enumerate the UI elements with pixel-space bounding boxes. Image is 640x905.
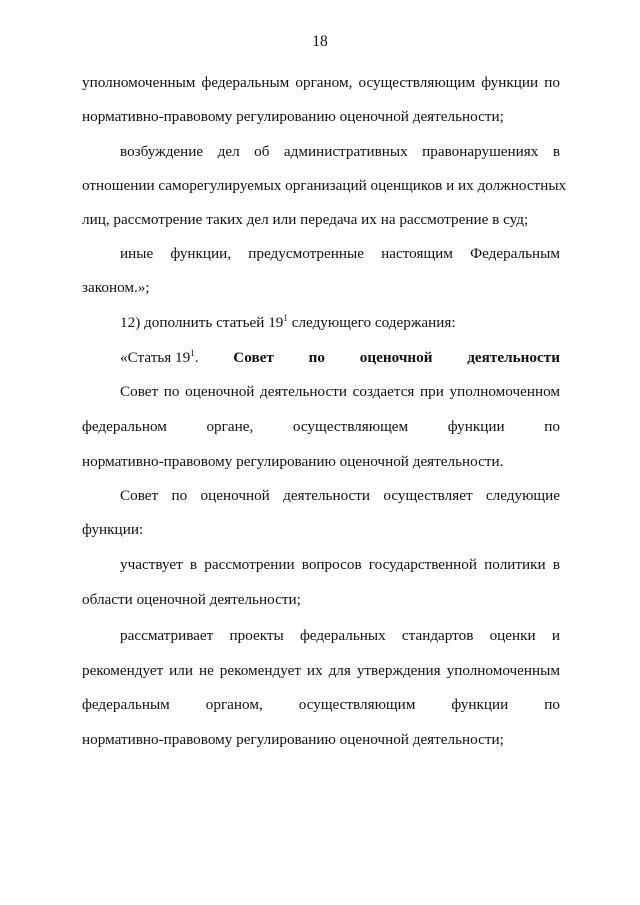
list-item-text-end: следующего содержания: bbox=[287, 314, 456, 331]
text-line: Совет по оценочной деятельности создается при уполномоченном bbox=[120, 383, 560, 400]
superscript: 1 bbox=[190, 348, 195, 358]
list-item-12 bbox=[120, 313, 560, 333]
text-line: отношении саморегулируемых организаций оценщиков и их должностных bbox=[82, 177, 567, 194]
text-line: законом.»; bbox=[82, 279, 150, 296]
article-title-word: Совет bbox=[233, 349, 274, 366]
article-label: «Статья 19 bbox=[120, 349, 191, 366]
text-line: нормативно-правовому регулированию оценочной деятельности; bbox=[82, 108, 504, 125]
page-number: 18 bbox=[312, 33, 328, 50]
text-line: участвует в рассмотрении вопросов государственной политики в bbox=[120, 556, 560, 573]
text-line: федеральном органе, осуществляющем функции по bbox=[82, 418, 560, 435]
text-line: рекомендует или не рекомендует их для утверждения уполномоченным bbox=[82, 662, 560, 679]
text-line: нормативно-правовому регулированию оценочной деятельности; bbox=[82, 731, 504, 748]
text-line: области оценочной деятельности; bbox=[82, 591, 301, 608]
text-line: лиц, рассмотрение таких дел или передача их на рассмотрение в суд; bbox=[82, 211, 529, 228]
article-title-word: оценочной bbox=[359, 349, 433, 366]
article-number bbox=[120, 348, 199, 368]
text-line: функции: bbox=[82, 521, 144, 538]
list-item-text: 12) дополнить статьей 19 bbox=[120, 314, 284, 331]
article-title-word: деятельности bbox=[467, 349, 560, 366]
text-line: Совет по оценочной деятельности осуществляет следующие bbox=[120, 487, 560, 504]
text-line: рассматривает проекты федеральных стандартов оценки и bbox=[120, 627, 560, 644]
text-line: уполномоченным федеральным органом, осуществляющим функции по bbox=[82, 74, 560, 91]
superscript: 1 bbox=[283, 313, 288, 323]
text-line: нормативно-правовому регулированию оценочной деятельности. bbox=[82, 453, 504, 470]
article-title-word: по bbox=[308, 349, 326, 366]
text-line: иные функции, предусмотренные настоящим Федеральным bbox=[120, 245, 560, 262]
text-line: возбуждение дел об административных правонарушениях в bbox=[120, 143, 560, 160]
article-heading bbox=[120, 348, 560, 368]
text-line: федеральным органом, осуществляющим функции по bbox=[82, 696, 560, 713]
article-punct: . bbox=[194, 349, 199, 366]
